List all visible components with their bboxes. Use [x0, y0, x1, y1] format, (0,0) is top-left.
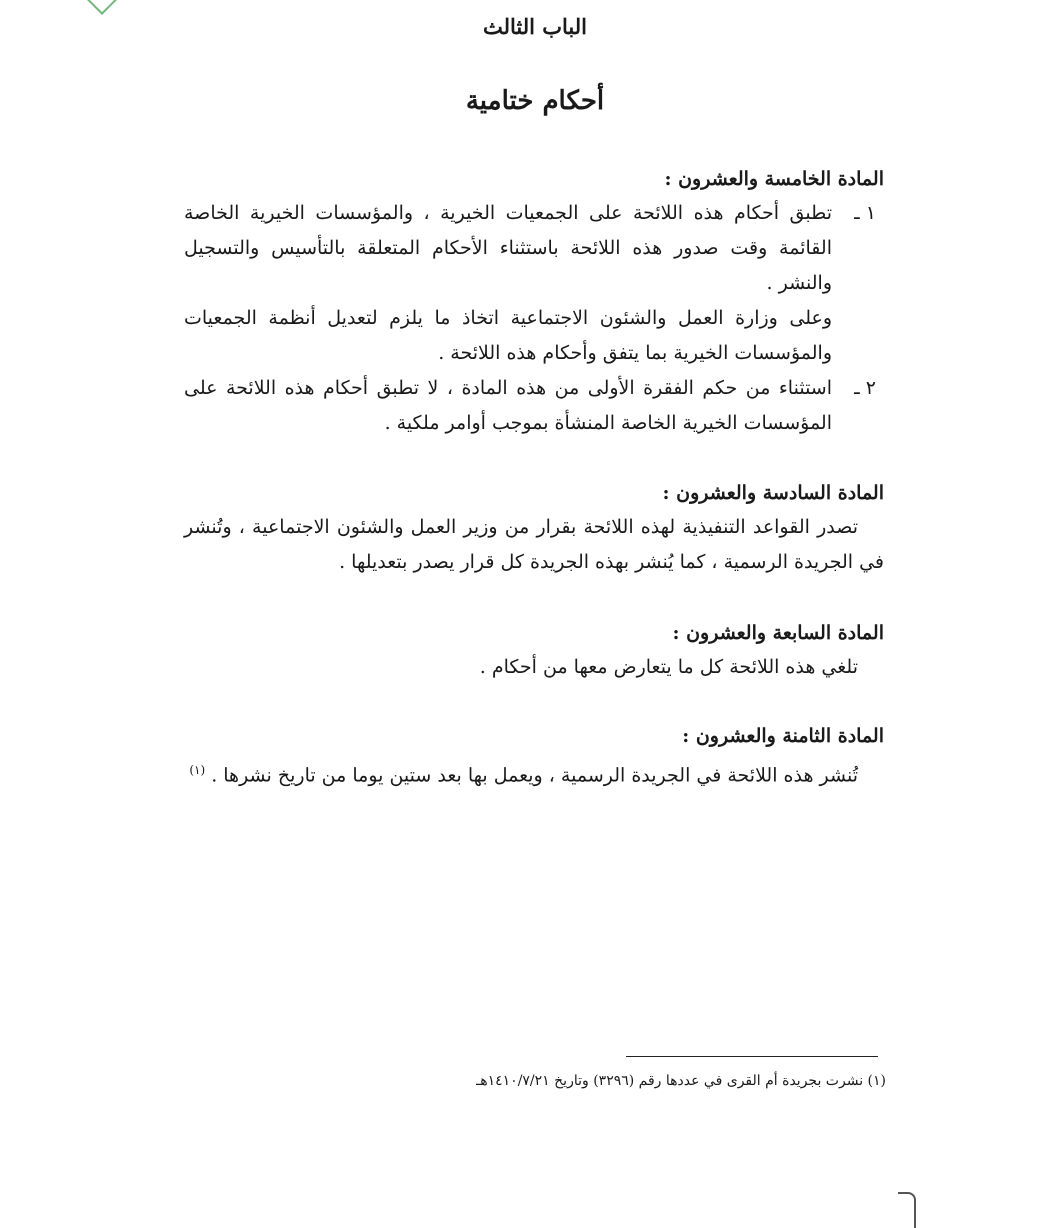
article-item: [184, 371, 884, 441]
article-text: تلغي هذه اللائحة كل ما يتعارض معها من أحكام .: [479, 656, 858, 678]
article-text: تصدر القواعد التنفيذية لهذه اللائحة بقرار من وزير العمل والشئون الاجتماعية ، وتُنشر في الجريدة الرسمية ، كما يُنشر بهذه الجريدة كل قرار يصدر بتعديلها .: [184, 516, 884, 573]
article-heading: المادة الثامنة والعشرون :: [682, 725, 884, 747]
footnote: (١) نشرت بجريدة أم القرى في عددها رقم (٣٢٩٦) وتاريخ ١٤١٠/٧/٢١هـ: [476, 1073, 886, 1089]
article-26: [184, 476, 884, 580]
article-heading: المادة السابعة والعشرون :: [672, 622, 884, 644]
item-text: تطبق أحكام هذه اللائحة على الجمعيات الخيرية ، والمؤسسات الخيرية الخاصة القائمة وقت صدور هذه اللائحة باستثناء الأحكام المتعلقة بالتأسيس والتسجيل والنشر .: [184, 202, 832, 294]
article-27: [184, 616, 884, 685]
item-text: وعلى وزارة العمل والشئون الاجتماعية اتخاذ ما يلزم لتعديل أنظمة الجمعيات والمؤسسات الخيرية بما يتفق وأحكام هذه اللائحة .: [184, 307, 832, 364]
article-item: [184, 301, 884, 371]
item-number: ٢ ـ: [854, 377, 876, 399]
chapter-heading: الباب الثالث: [482, 14, 588, 39]
section-title: أحكام ختامية: [465, 86, 605, 116]
article-heading: المادة الخامسة والعشرون :: [664, 168, 884, 190]
footnote-divider: [626, 1056, 878, 1057]
article-25: [184, 162, 884, 441]
article-item: [184, 196, 884, 301]
item-text: استثناء من حكم الفقرة الأولى من هذه المادة ، لا تطبق أحكام هذه اللائحة على المؤسسات الخيرية الخاصة المنشأة بموجب أوامر ملكية .: [184, 377, 832, 434]
article-heading: المادة السادسة والعشرون :: [662, 482, 884, 504]
item-number: ١ ـ: [854, 202, 876, 224]
article-28: [184, 719, 884, 793]
footnote-reference[interactable]: (١): [189, 763, 206, 777]
corner-mark-icon: [85, 0, 119, 15]
article-text-wrapper: [184, 753, 884, 793]
article-text: تُنشر هذه اللائحة في الجريدة الرسمية ، ويعمل بها بعد ستين يوما من تاريخ نشرها .: [211, 764, 858, 787]
